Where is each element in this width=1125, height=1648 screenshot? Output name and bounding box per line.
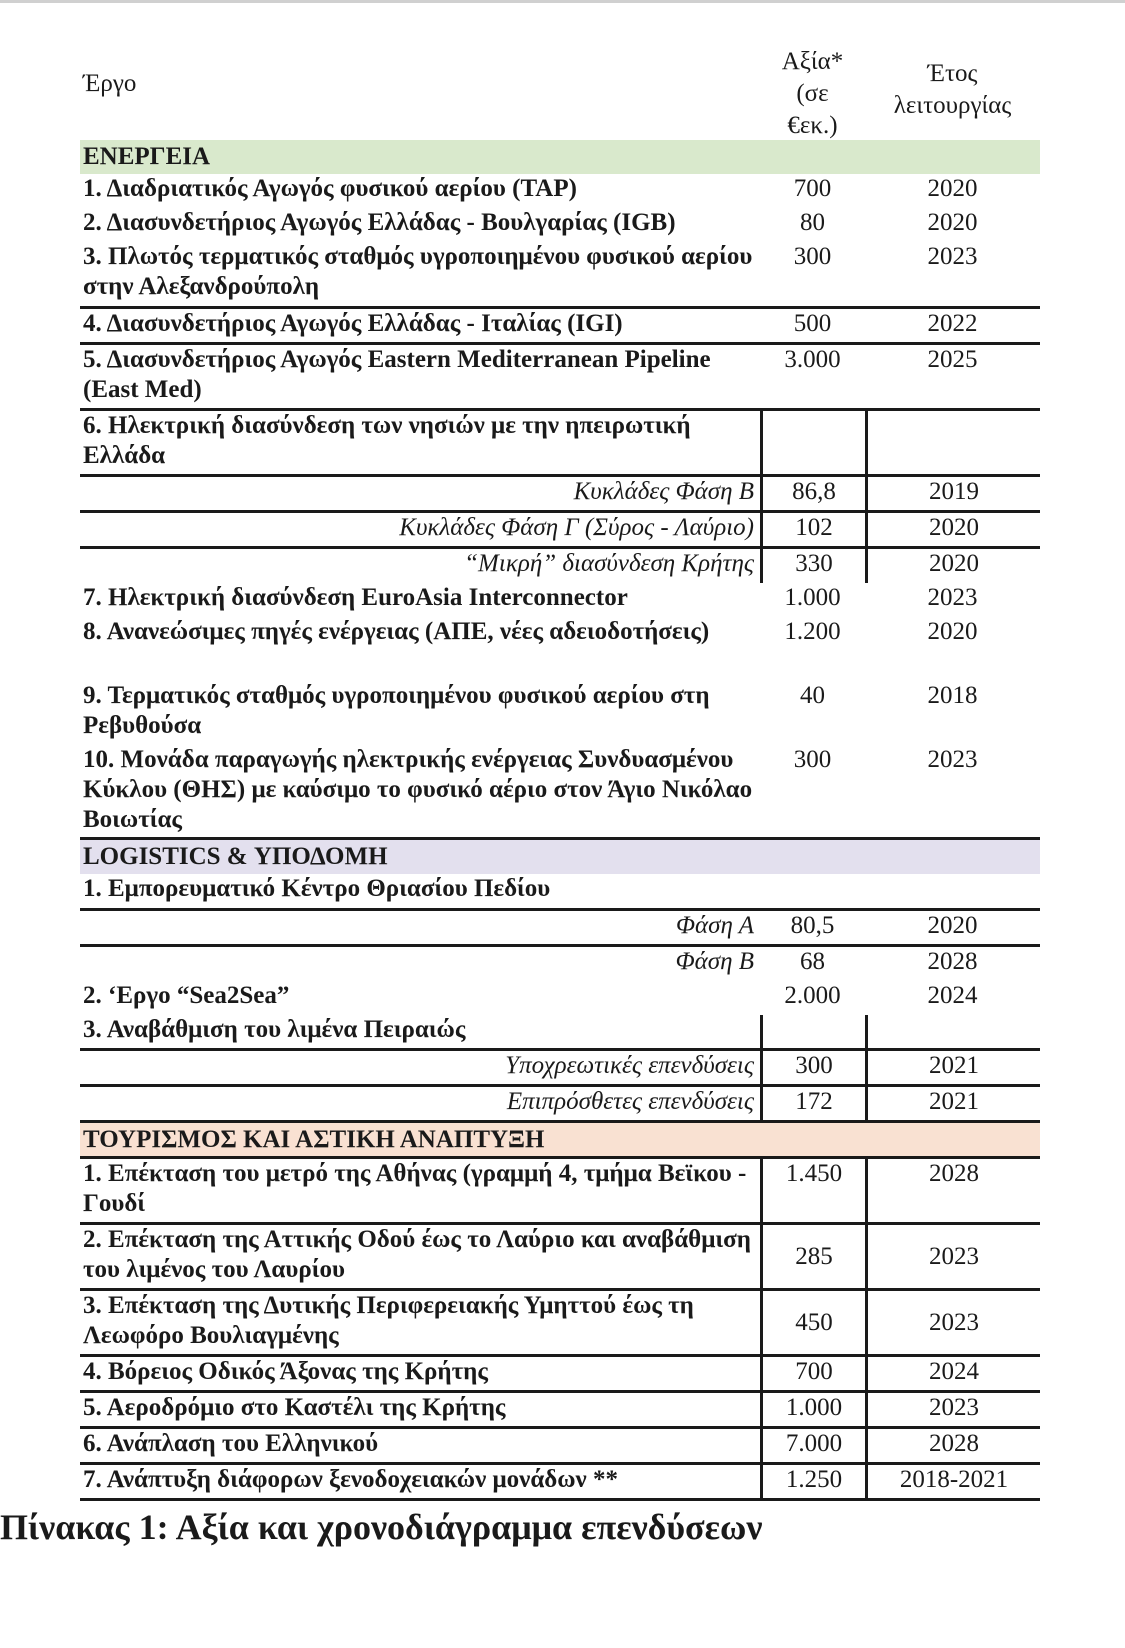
table-row: 4. Διασυνδετήριος Αγωγός Ελλάδας - Ιταλίας (IGI) 500 2022 (80, 309, 1040, 345)
table-row: 2. Διασυνδετήριος Αγωγός Ελλάδας - Βουλγαρίας (IGB) 80 2020 (83, 209, 978, 236)
section-logistics: LOGISTICS & ΥΠΟΔΟΜΗ (80, 840, 1040, 874)
table-row: Υποχρεωτικές επενδύσεις 300 2021 (80, 1051, 1040, 1087)
table-row: 3. Επέκταση της Δυτικής Περιφερειακής Υμηττού έως τη Λεωφόρο Βουλιαγμένης 450 2023 (80, 1291, 1040, 1357)
section-energy: ΕΝΕΡΓΕΙΑ (80, 140, 1040, 174)
table-row: 8. Ανανεώσιμες πηγές ενέργειας (ΑΠΕ, νέες αδειοδοτήσεις) 1.200 2020 (83, 618, 978, 645)
table-row: 7. Ηλεκτρική διασύνδεση EuroAsia Interconnector 1.000 2023 (83, 584, 978, 611)
table-row: 5. Αεροδρόμιο στο Καστέλι της Κρήτης 1.000 2023 (80, 1393, 1040, 1429)
table-row: 6. Ανάπλαση του Ελληνικού 7.000 2028 (80, 1429, 1040, 1465)
top-border (0, 0, 1125, 3)
header-project: Έργο (83, 70, 137, 97)
table-row: 6. Ηλεκτρική διασύνδεση των νησιών με την ηπειρωτική Ελλάδα (80, 411, 1040, 477)
section-tourism: ΤΟΥΡΙΣΜΟΣ ΚΑΙ ΑΣΤΙΚΗ ΑΝΑΠΤΥΞΗ (80, 1123, 1040, 1159)
table-header (80, 40, 1040, 140)
table-row: 7. Ανάπτυξη διάφορων ξενοδοχειακών μονάδων ** 1.250 2018-2021 (80, 1465, 1040, 1501)
table-row: Κυκλάδες Φάση Γ (Σύρος - Λαύριο) 102 2020 (80, 513, 1040, 549)
table-row: 1. Διαδριατικός Αγωγός φυσικού αερίου (TAP) 700 2020 (83, 175, 978, 202)
header-year: Έτος λειτουργίας (893, 60, 1012, 119)
table-row: 1. Επέκταση του μετρό της Αθήνας (γραμμή 4, τμήμα Βεϊκου - Γουδί 1.450 2028 (80, 1159, 1040, 1225)
table-row: 3. Αναβάθμιση του λιμένα Πειραιώς (80, 1015, 1040, 1051)
table-row: Επιπρόσθετες επενδύσεις 172 2021 (80, 1087, 1040, 1123)
table-row: 5. Διασυνδετήριος Αγωγός Eastern Mediterranean Pipeline (East Med) 3.000 2025 (80, 345, 1040, 411)
table-caption: Πίνακας 1: Αξία και χρονοδιάγραμμα επενδύσεων (0, 1507, 763, 1547)
table-row: 9. Τερματικός σταθμός υγροποιημένου φυσικού αερίου στη Ρεβυθούσα 40 2018 (83, 682, 978, 739)
table-row: 2. Επέκταση της Αττικής Οδού έως το Λαύριο και αναβάθμιση του λιμένος του Λαυρίου 285 2023 (80, 1225, 1040, 1291)
table-row: “Μικρή” διασύνδεση Κρήτης 330 2020 (80, 549, 1040, 583)
table-row: Κυκλάδες Φάση Β 86,8 2019 (80, 477, 1040, 513)
table-row: 2. ‘Εργο “Sea2Sea” 2.000 2024 (83, 982, 978, 1009)
header-value: Αξία* (σε €εκ.) (781, 48, 844, 139)
table-row: 4. Βόρειος Οδικός Άξονας της Κρήτης 700 2024 (80, 1357, 1040, 1393)
table-row: 3. Πλωτός τερματικός σταθμός υγροποιημένου φυσικού αερίου στην Αλεξανδρούπολη 300 2023 (80, 242, 1040, 309)
table-row: Φάση Α 80,5 2020 (80, 911, 1040, 947)
table-row: 1. Εμπορευματικό Κέντρο Θριασίου Πεδίου (80, 874, 1040, 911)
table-row: 10. Μονάδα παραγωγής ηλεκτρικής ενέργειας Συνδυασμένου Κύκλου (ΘΗΣ) με καύσιμο το φυσικό αέριο στον Άγιο Νικόλαο Βοιωτίας 300 2023 (80, 745, 1040, 840)
investment-table (80, 40, 1040, 1501)
table-row: Φάση Β 68 2028 (675, 948, 978, 975)
